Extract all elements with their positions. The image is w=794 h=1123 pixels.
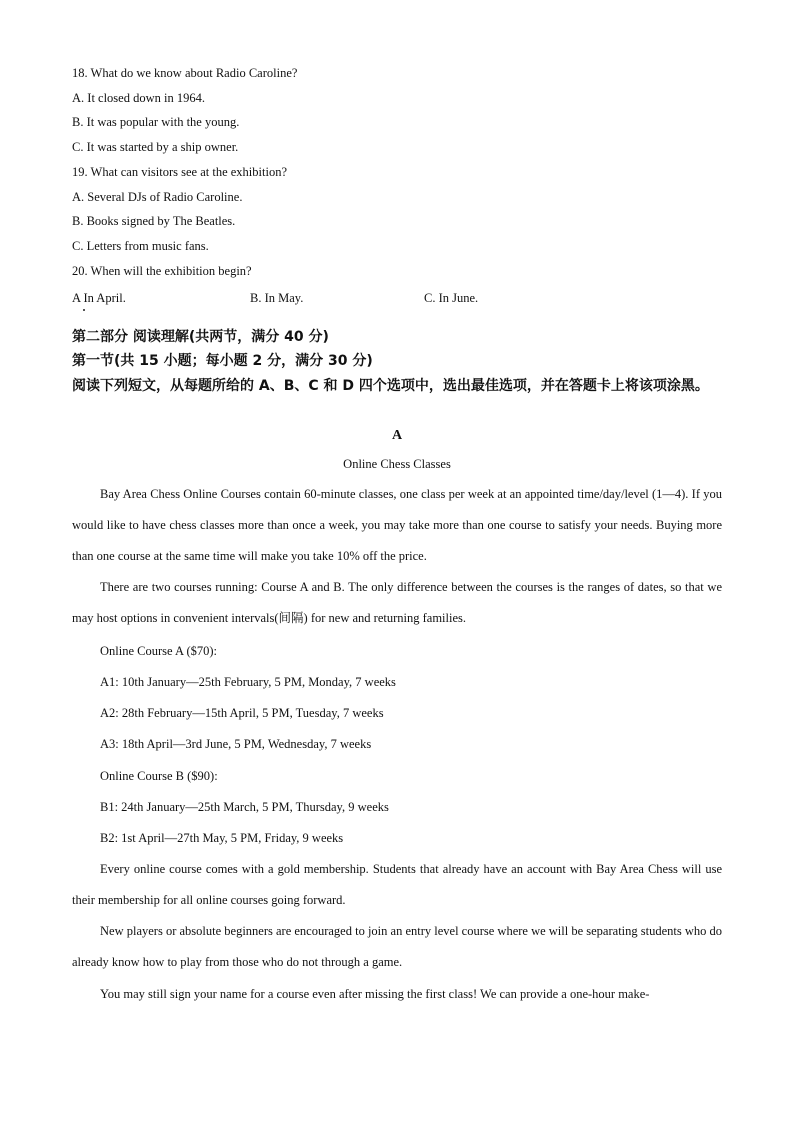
course-b2: B2: 1st April—27th May, 5 PM, Friday, 9 weeks — [100, 831, 344, 845]
paragraph-5: You may still sign your name for a course even after missing the first class! We can provide a one-hour make- — [100, 987, 650, 1001]
course-b1: B1: 24th January—25th March, 5 PM, Thursday, 9 weeks — [100, 800, 389, 814]
section1-heading: 第一节(共 15 小题；每小题 2 分，满分 30 分) — [72, 353, 373, 369]
course-a2: A2: 28th February—15th April, 5 PM, Tuesday, 7 weeks — [100, 706, 384, 720]
instructions: 阅读下列短文，从每题所给的 A、B、C 和 D 四个选项中，选出最佳选项，并在答题卡上将该项涂黑。 — [72, 378, 709, 394]
q20-options — [72, 290, 572, 306]
passage-title: Online Chess Classes — [343, 457, 451, 471]
q18-option-c: C. It was started by a ship owner. — [72, 140, 239, 154]
q20-stem: 20. When will the exhibition begin? — [72, 264, 252, 278]
q18-option-b: B. It was popular with the young. — [72, 115, 240, 129]
course-a3: A3: 18th April—3rd June, 5 PM, Wednesday, 7 weeks — [100, 737, 372, 751]
q20-option-a: A In April. — [72, 291, 126, 305]
paragraph-4: New players or absolute beginners are encouraged to join an entry level course where we will be separating students who do already know how to play from those who do not through a game. — [72, 924, 723, 969]
passage-letter: A — [391, 428, 403, 443]
q18-option-a: A. It closed down in 1964. — [72, 91, 205, 105]
course-a1: A1: 10th January—25th February, 5 PM, Monday, 7 weeks — [100, 675, 396, 689]
paragraph-1: Bay Area Chess Online Courses contain 60-minute classes, one class per week at an appointed time/day/level (1—4). If you would like to have chess classes more than once a week, you may take more than one course to satisfy your needs. Buying more than one course at the same time will make you take 10% off the price. — [72, 487, 722, 563]
q18-stem: 18. What do we know about Radio Caroline? — [72, 66, 298, 80]
q19-option-b: B. Books signed by The Beatles. — [72, 214, 236, 228]
paragraph-2: There are two courses running: Course A and B. The only difference between the courses is the ranges of dates, so that we may host options in convenient intervals(间隔) for new and returning families. — [72, 580, 722, 625]
q19-option-c: C. Letters from music fans. — [72, 239, 209, 253]
course-b-label: Online Course B ($90): — [100, 769, 218, 783]
course-a-label: Online Course A ($70): — [100, 644, 218, 658]
q19-stem: 19. What can visitors see at the exhibition? — [72, 165, 287, 179]
part2-heading: 第二部分 阅读理解(共两节，满分 40 分) — [72, 329, 329, 345]
q19-option-a: A. Several DJs of Radio Caroline. — [72, 190, 243, 204]
stray-dot — [83, 309, 85, 311]
q20-option-c: C. In June. — [424, 291, 479, 305]
q20-option-b: B. In May. — [250, 291, 304, 305]
paragraph-3: Every online course comes with a gold membership. Students that already have an account with Bay Area Chess will use their membership for all online courses going forward. — [72, 862, 722, 907]
